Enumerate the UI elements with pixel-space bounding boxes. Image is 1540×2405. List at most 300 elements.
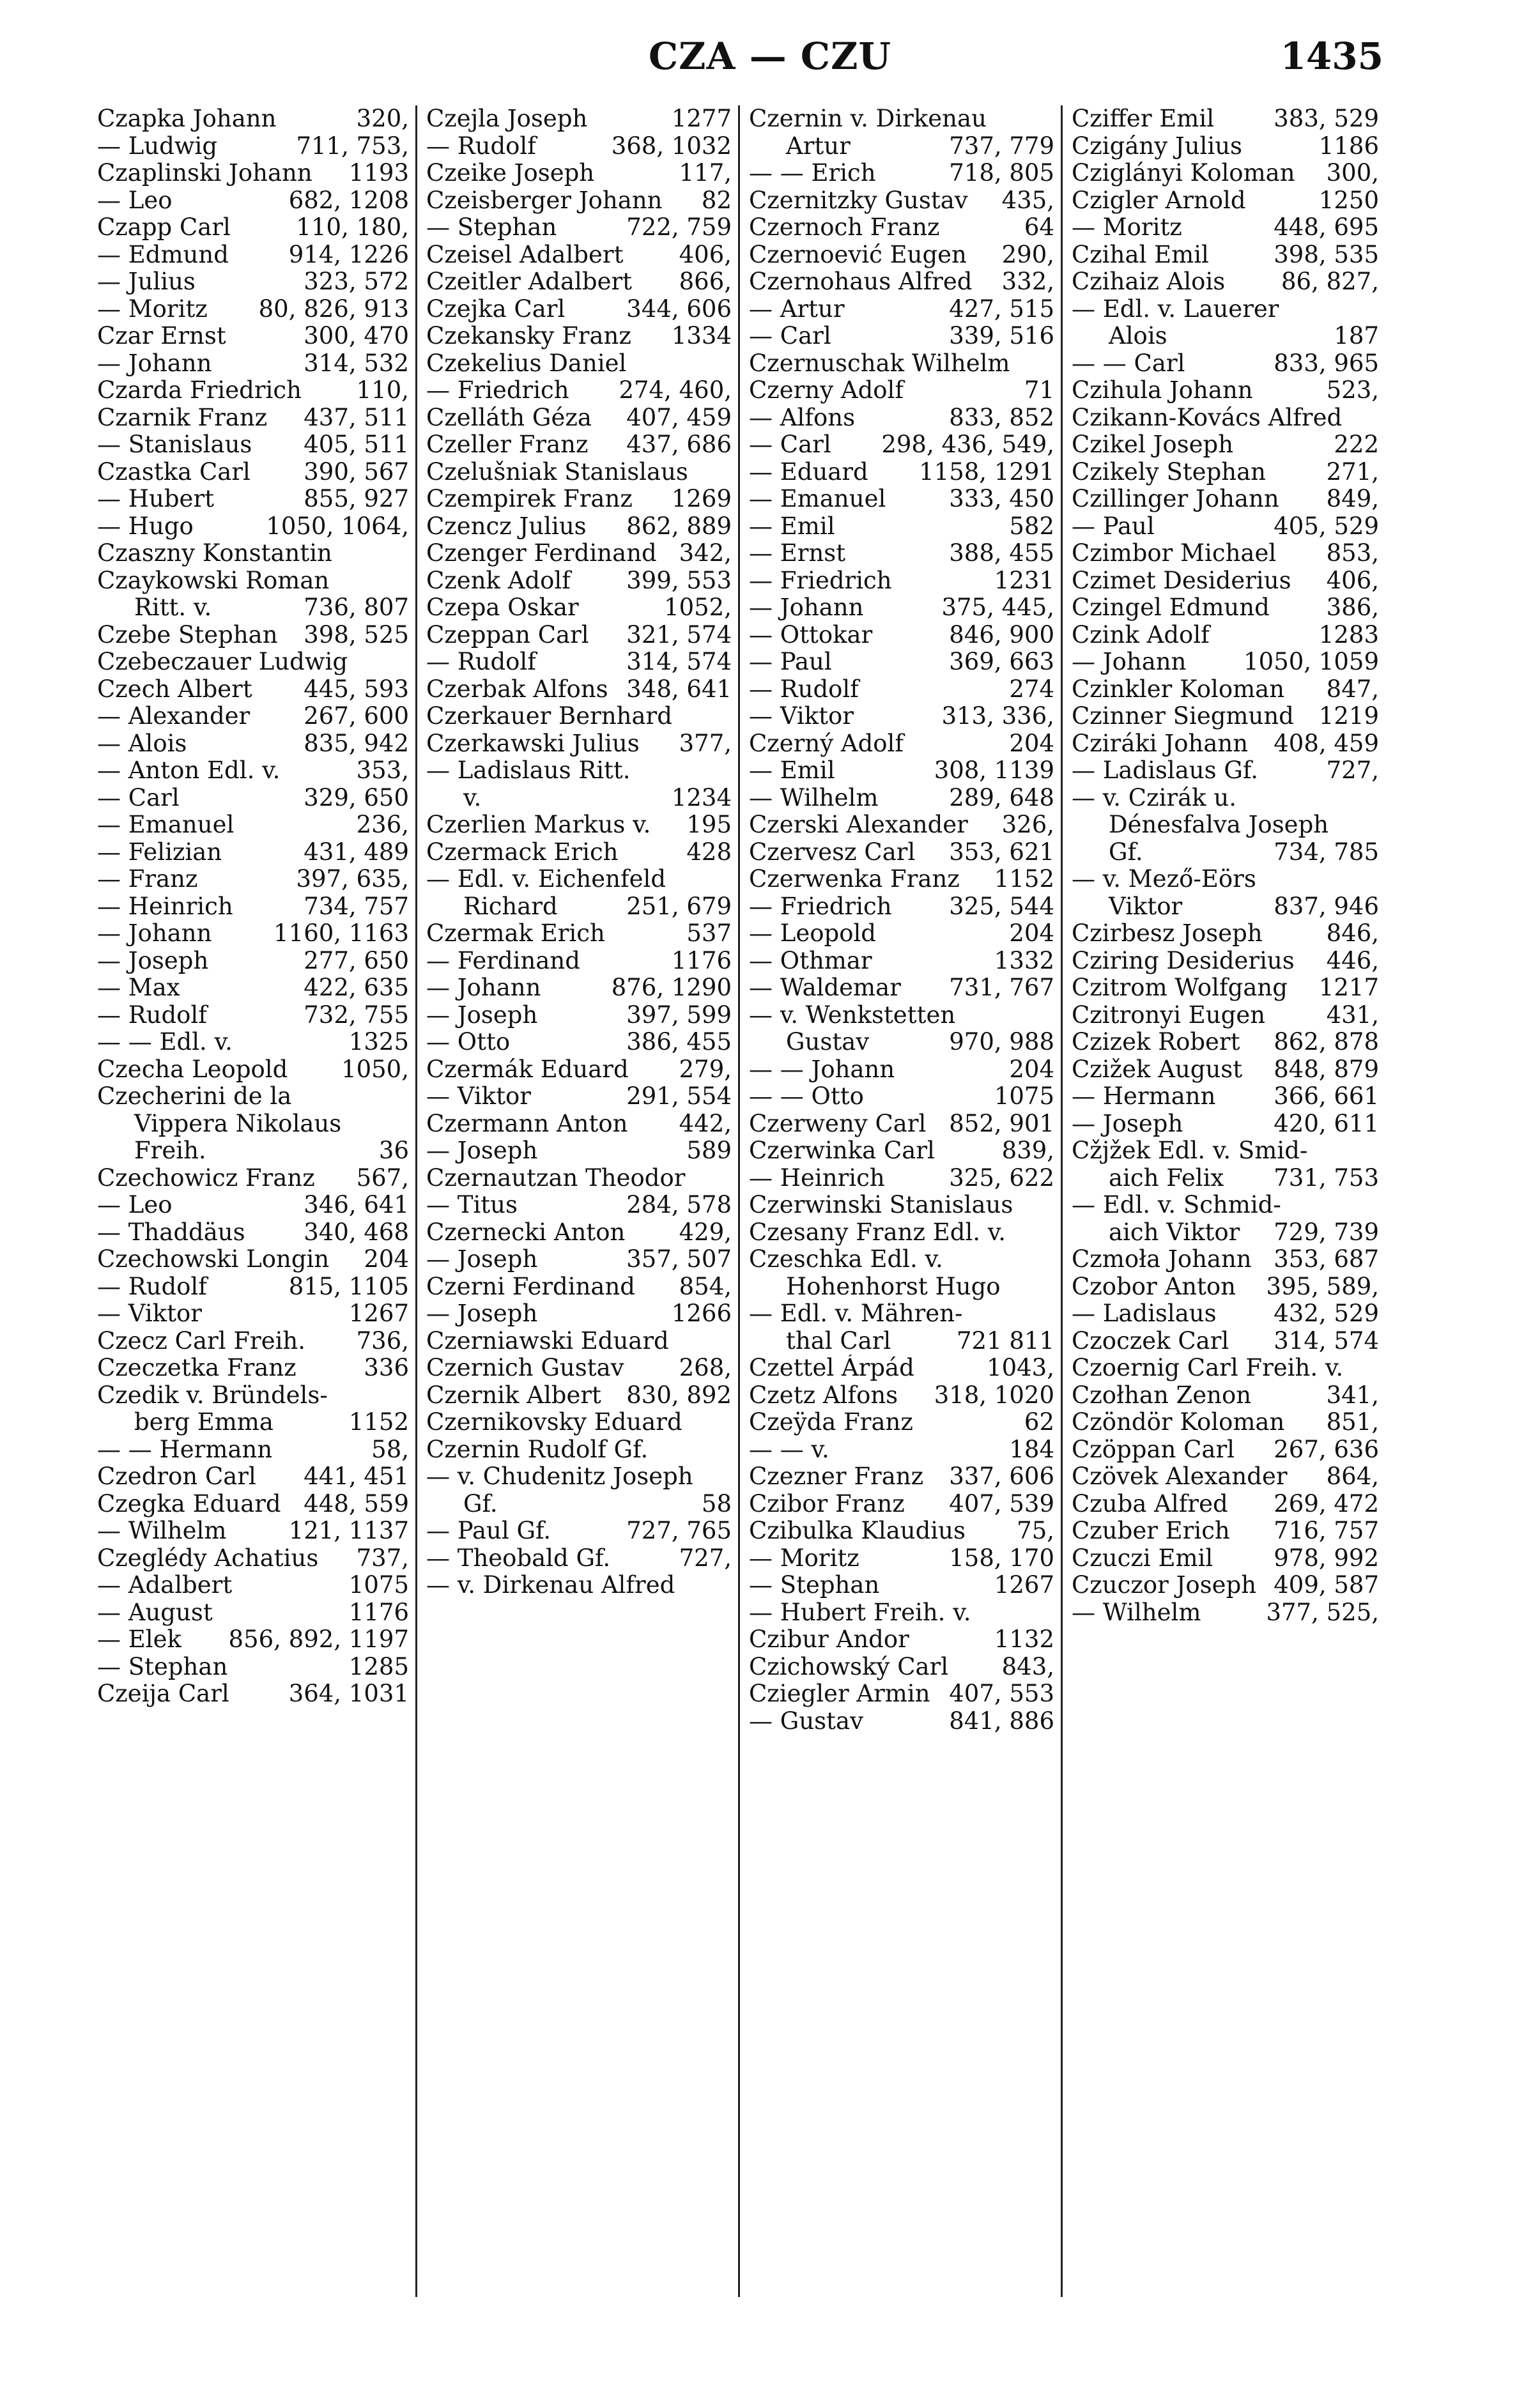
entry-page-refs: 1283 [1315, 622, 1379, 649]
entry-name: Czibur Andor [749, 1626, 909, 1653]
entry-name: — Otto [426, 1029, 511, 1056]
entry-name: Czerny Adolf [749, 377, 904, 404]
directory-entry [1072, 567, 1379, 595]
entry-page-refs: 721 811 [953, 1328, 1054, 1355]
directory-entry [426, 404, 732, 432]
entry-page-refs: 855, 927 [300, 486, 409, 513]
entry-name: Czedron Carl [97, 1463, 256, 1490]
entry-name: Czeÿda Franz [749, 1409, 913, 1436]
entry-name: Czapp Carl [97, 214, 231, 241]
directory-entry [426, 893, 732, 921]
directory-entry [97, 187, 409, 215]
entry-page-refs: 737, 779 [945, 133, 1054, 160]
directory-entry [1072, 1572, 1379, 1599]
directory-entry [97, 1463, 409, 1491]
entry-page-refs: 390, 567 [300, 459, 409, 486]
entry-name: — Joseph [426, 1300, 538, 1327]
entry-page-refs: 277, 650 [300, 948, 409, 975]
entry-page-refs: 346, 641 [300, 1192, 409, 1219]
entry-page-refs: 711, 753, [292, 133, 409, 160]
directory-entry [749, 105, 1054, 133]
entry-name: Czekansky Franz [426, 323, 631, 350]
entry-name: Czerwenka Franz [749, 866, 960, 893]
entry-page-refs: 852, 901 [945, 1110, 1054, 1138]
entry-page-refs: 431, 489 [300, 839, 409, 866]
entry-name: — Carl [749, 323, 831, 350]
directory-entry [1072, 1056, 1379, 1084]
directory-entry [426, 1436, 732, 1464]
entry-page-refs: 321, 574 [622, 622, 732, 649]
directory-entry [97, 1300, 409, 1328]
entry-name: — Leo [97, 1192, 173, 1218]
entry-page-refs: 716, 757 [1270, 1518, 1379, 1545]
entry-page-refs: 395, 589, [1262, 1273, 1379, 1301]
directory-entry [1072, 160, 1379, 187]
entry-name: Czecherini de la [97, 1083, 292, 1110]
entry-name: Czuczi Emil [1072, 1544, 1213, 1572]
entry-page-refs: 377, [675, 730, 732, 758]
entry-page-refs: 1219 [1315, 703, 1379, 730]
entry-name: Czecz Carl Freih. [97, 1327, 306, 1355]
directory-entry [749, 431, 1054, 459]
column-2 [417, 105, 740, 2297]
entry-page-refs: 567, [353, 1165, 409, 1192]
entry-name: Czeschka Edl. v. [749, 1246, 943, 1273]
entry-name: Czihula Johann [1072, 377, 1253, 404]
entry-name: — Viktor [97, 1300, 202, 1327]
entry-name: Czebeczauer Ludwig [97, 649, 348, 675]
entry-name: Czernin Rudolf Gf. [426, 1436, 649, 1463]
entry-name: — Hugo [97, 512, 194, 540]
entry-name: Czimbor Michael [1072, 540, 1277, 567]
directory-entry [426, 459, 732, 486]
directory-entry [426, 1165, 732, 1192]
entry-page-refs: 1176 [345, 1599, 409, 1627]
directory-entry [426, 1056, 732, 1084]
directory-entry [749, 811, 1054, 839]
entry-page-refs: 342, [675, 540, 732, 567]
directory-entry [97, 105, 409, 133]
directory-entry [97, 459, 409, 486]
entry-name: Czermann Anton [426, 1110, 628, 1137]
entry-page-refs: 437, 686 [622, 431, 732, 459]
entry-page-refs: 267, 636 [1270, 1436, 1379, 1464]
directory-entry [749, 893, 1054, 921]
column-3 [740, 105, 1063, 2297]
directory-entry [97, 1328, 409, 1355]
entry-name: — Heinrich [749, 1164, 885, 1192]
entry-name: Czernautzan Theodor [426, 1164, 686, 1192]
directory-entry [426, 730, 732, 758]
directory-entry [97, 948, 409, 975]
entry-page-refs: 398, 535 [1270, 242, 1379, 269]
entry-name: Czillinger Johann [1072, 486, 1279, 512]
entry-page-refs: 386, [1323, 594, 1379, 622]
entry-name: — Joseph [426, 1001, 538, 1029]
entry-name: — — Johann [749, 1056, 895, 1083]
entry-page-refs: 284, 578 [622, 1192, 732, 1219]
entry-page-refs: 448, 695 [1270, 214, 1379, 242]
entry-page-refs: 431, [1323, 1002, 1379, 1029]
entry-page-refs: 734, 757 [300, 893, 409, 921]
page-number: 1435 [1280, 35, 1383, 78]
entry-page-refs: 82 [698, 187, 732, 215]
entry-page-refs: 1050, 1059 [1240, 649, 1379, 676]
entry-page-refs: 1152 [990, 866, 1054, 893]
directory-entry [1072, 350, 1379, 378]
directory-entry [749, 839, 1054, 866]
entry-name: — Joseph [97, 947, 209, 974]
entry-page-refs: 325, 544 [945, 893, 1054, 921]
entry-page-refs: 851, [1323, 1409, 1379, 1436]
entry-page-refs: 204 [1005, 920, 1054, 948]
entry-page-refs: 408, 459 [1270, 730, 1379, 758]
directory-entry [426, 1083, 732, 1110]
directory-entry [97, 1355, 409, 1382]
directory-entry [1072, 242, 1379, 269]
entry-name: — Ladislaus Ritt. [426, 757, 631, 784]
entry-name: — Ferdinand [426, 947, 580, 974]
entry-name: Cziring Desiderius [1072, 947, 1295, 974]
entry-page-refs: 274, 460, [615, 377, 732, 404]
entry-page-refs: 1231 [990, 567, 1054, 595]
entry-name: Czempirek Franz [426, 486, 633, 512]
directory-entry [426, 649, 732, 676]
entry-page-refs: 736, [353, 1328, 409, 1355]
entry-name: Czitronyi Eugen [1072, 1001, 1266, 1029]
entry-name: Czekelius Daniel [426, 350, 627, 377]
entry-page-refs: 1050, 1064, [262, 513, 409, 541]
entry-name: Czigány Julius [1072, 132, 1243, 160]
entry-name: Czerlien Markus v. [426, 811, 651, 838]
entry-page-refs: 405, 511 [300, 431, 409, 459]
directory-entry [426, 839, 732, 866]
entry-name: — v. Czirák u. [1072, 784, 1236, 811]
directory-entry [749, 486, 1054, 513]
entry-page-refs: 274 [1005, 676, 1054, 703]
entry-name: Czöndör Koloman [1072, 1409, 1285, 1436]
entry-page-refs: 290, [998, 242, 1054, 269]
directory-entry [97, 893, 409, 921]
entry-name: — Adalbert [97, 1572, 233, 1599]
entry-name: — Wilhelm [749, 784, 879, 811]
entry-name: Czikel Joseph [1072, 431, 1234, 458]
directory-entry [749, 676, 1054, 703]
entry-page-refs: 366, 661 [1270, 1083, 1379, 1110]
directory-entry [749, 377, 1054, 404]
entry-name: Czernuschak Wilhelm [749, 350, 1010, 377]
index-columns [95, 105, 1387, 2297]
entry-page-refs: 422, 635 [300, 974, 409, 1002]
directory-entry [97, 404, 409, 432]
entry-name: aich Viktor [1109, 1218, 1240, 1246]
entry-page-refs: 325, 622 [945, 1165, 1054, 1192]
entry-page-refs: 397, 635, [292, 866, 409, 893]
entry-name: aich Felix [1109, 1164, 1224, 1192]
directory-entry [749, 1518, 1054, 1545]
directory-entry [97, 920, 409, 948]
directory-entry [749, 1382, 1054, 1410]
entry-name: Czibulka Klaudius [749, 1518, 966, 1544]
directory-entry [97, 757, 409, 785]
entry-page-refs: 843, [998, 1654, 1054, 1681]
entry-page-refs: 75, [1013, 1518, 1054, 1545]
directory-entry [749, 1056, 1054, 1084]
directory-entry [749, 1246, 1054, 1273]
entry-name: Czibor Franz [749, 1490, 905, 1518]
directory-entry [749, 187, 1054, 215]
directory-entry [749, 1654, 1054, 1681]
entry-page-refs: 1332 [990, 948, 1054, 975]
entry-name: Cžjžek Edl. v. Smid- [1072, 1137, 1308, 1164]
directory-entry [97, 1110, 409, 1138]
entry-page-refs: 727, [1323, 757, 1379, 785]
entry-page-refs: 442, [675, 1110, 732, 1138]
entry-name: — August [97, 1599, 213, 1626]
entry-name: Czeppan Carl [426, 621, 589, 649]
directory-entry [749, 785, 1054, 812]
entry-page-refs: 348, 641 [622, 676, 732, 703]
entry-page-refs: 318, 1020 [930, 1382, 1054, 1410]
entry-name: Hohenhorst Hugo [786, 1273, 1001, 1300]
directory-entry [749, 866, 1054, 893]
directory-entry [1072, 486, 1379, 513]
entry-name: — Paul [749, 649, 832, 675]
entry-page-refs: 267, 600 [300, 703, 409, 730]
directory-entry [97, 214, 409, 242]
entry-page-refs: 914, 1226 [285, 242, 409, 269]
entry-name: — Johann [97, 350, 212, 377]
directory-entry [426, 1572, 732, 1599]
entry-page-refs: 204 [1005, 730, 1054, 758]
entry-page-refs: 36 [375, 1137, 409, 1165]
entry-name: Viktor [1109, 893, 1183, 920]
entry-page-refs: 279, [675, 1056, 732, 1084]
directory-entry [97, 703, 409, 730]
entry-name: — Franz [97, 866, 198, 893]
entry-name: Czeglédy Achatius [97, 1544, 319, 1572]
entry-name: Vippera Nikolaus [134, 1110, 342, 1137]
page-header [0, 35, 1540, 86]
directory-entry [426, 1192, 732, 1219]
directory-entry [1072, 948, 1379, 975]
directory-entry [1072, 1165, 1379, 1192]
entry-page-refs: 364, 1031 [285, 1680, 409, 1708]
directory-entry [97, 1654, 409, 1681]
directory-entry [1072, 1110, 1379, 1138]
entry-page-refs: 313, 336, [937, 703, 1054, 730]
entry-name: — Ludwig [97, 132, 218, 160]
entry-page-refs: 320, [353, 105, 409, 133]
entry-name: Czerkawski Julius [426, 730, 640, 757]
entry-page-refs: 86, 827, [1277, 268, 1379, 296]
directory-entry [97, 622, 409, 649]
entry-name: Czikann-Kovács Alfred [1072, 404, 1343, 431]
entry-name: Czermak Erich [426, 920, 605, 947]
directory-entry [426, 540, 732, 567]
directory-entry [426, 105, 732, 133]
directory-entry [426, 676, 732, 703]
entry-page-refs: 1132 [990, 1626, 1054, 1654]
directory-entry [97, 730, 409, 758]
entry-page-refs: 582 [1005, 513, 1054, 541]
entry-page-refs: 406, [1323, 567, 1379, 595]
entry-name: Czelušniak Stanislaus [426, 458, 688, 486]
entry-name: — Friedrich [749, 567, 892, 594]
entry-name: Cziffer Emil [1072, 105, 1215, 132]
entry-name: — — Edl. v. [97, 1029, 233, 1056]
entry-name: Cziglányi Koloman [1072, 160, 1295, 187]
directory-entry [97, 811, 409, 839]
entry-page-refs: 736, 807 [300, 594, 409, 622]
entry-name: — Stephan [97, 1653, 228, 1680]
directory-entry [1072, 105, 1379, 133]
directory-entry [426, 160, 732, 187]
entry-name: — Moritz [1072, 214, 1182, 241]
entry-name: — — Erich [749, 160, 876, 187]
entry-page-refs: 377, 525, [1262, 1599, 1379, 1627]
entry-page-refs: 1158, 1291 [915, 459, 1054, 486]
entry-page-refs: 853, [1323, 540, 1379, 567]
entry-page-refs: 383, 529 [1270, 105, 1379, 133]
entry-page-refs: 386, 455 [622, 1029, 732, 1056]
directory-entry [1072, 540, 1379, 567]
entry-name: Cziegler Armin [749, 1680, 930, 1707]
entry-page-refs: 833, 852 [945, 404, 1054, 432]
entry-name: Czitrom Wolfgang [1072, 974, 1288, 1001]
entry-name: — Paul Gf. [426, 1518, 551, 1544]
directory-entry [1072, 323, 1379, 350]
directory-entry [426, 296, 732, 323]
directory-entry [1072, 811, 1379, 839]
directory-entry [749, 1300, 1054, 1328]
entry-page-refs: 336 [360, 1355, 409, 1382]
entry-name: Czerwinski Stanislaus [749, 1192, 1013, 1218]
directory-entry [1072, 377, 1379, 404]
entry-page-refs: 407, 459 [622, 404, 732, 432]
entry-page-refs: 409, 587 [1270, 1572, 1379, 1599]
directory-entry [97, 1491, 409, 1518]
directory-entry [1072, 187, 1379, 215]
entry-page-refs: 314, 574 [1270, 1328, 1379, 1355]
entry-name: Czeija Carl [97, 1680, 229, 1707]
entry-page-refs: 862, 889 [622, 513, 732, 541]
entry-name: — Theobald Gf. [426, 1544, 611, 1572]
entry-name: — — Hermann [97, 1436, 273, 1463]
directory-entry [749, 1083, 1054, 1110]
entry-name: Czoczek Carl [1072, 1327, 1229, 1355]
entry-page-refs: 1285 [345, 1654, 409, 1681]
directory-entry [97, 1680, 409, 1708]
entry-name: — v. Mező-Eörs [1072, 866, 1256, 893]
directory-entry [1072, 1545, 1379, 1572]
directory-entry [426, 377, 732, 404]
entry-page-refs: 353, 687 [1270, 1246, 1379, 1273]
directory-entry [97, 1273, 409, 1301]
entry-page-refs: 353, [353, 757, 409, 785]
entry-page-refs: 110, 180, [292, 214, 409, 242]
directory-entry [426, 1355, 732, 1382]
directory-entry [1072, 757, 1379, 785]
directory-entry [426, 811, 732, 839]
entry-name: — Edmund [97, 241, 229, 268]
directory-entry [97, 323, 409, 350]
directory-entry [1072, 459, 1379, 486]
entry-name: — Hubert Freih. v. [749, 1599, 971, 1626]
directory-entry [1072, 1382, 1379, 1410]
directory-entry [426, 1219, 732, 1247]
entry-page-refs: 1250 [1315, 187, 1379, 215]
entry-page-refs: 406, [675, 242, 732, 269]
directory-entry [426, 703, 732, 730]
entry-page-refs: 271, [1323, 459, 1379, 486]
directory-entry [426, 1273, 732, 1301]
entry-page-refs: 441, 451 [300, 1463, 409, 1491]
entry-page-refs: 369, 663 [945, 649, 1054, 676]
directory-entry [97, 974, 409, 1002]
entry-page-refs: 848, 879 [1270, 1056, 1379, 1084]
directory-entry [426, 622, 732, 649]
entry-name: Czerbak Alfons [426, 675, 608, 703]
directory-entry [97, 1029, 409, 1056]
directory-entry [1072, 1246, 1379, 1273]
entry-page-refs: 1269 [668, 486, 732, 513]
directory-entry [749, 214, 1054, 242]
entry-name: — Eduard [749, 458, 868, 486]
directory-entry [749, 730, 1054, 758]
directory-entry [749, 1273, 1054, 1301]
entry-page-refs: 1267 [990, 1572, 1054, 1599]
directory-entry [97, 513, 409, 541]
entry-name: — Stanislaus [97, 431, 252, 458]
directory-entry [1072, 1518, 1379, 1545]
entry-page-refs: 353, 621 [945, 839, 1054, 866]
entry-page-refs: 187 [1330, 323, 1379, 350]
entry-name: — Gustav [749, 1707, 863, 1735]
directory-entry [97, 1083, 409, 1110]
entry-name: — Edl. v. Mähren- [749, 1300, 963, 1327]
entry-name: — Leopold [749, 920, 876, 947]
entry-page-refs: 589 [682, 1137, 732, 1165]
directory-entry [97, 866, 409, 893]
entry-page-refs: 195 [682, 811, 732, 839]
directory-entry [749, 540, 1054, 567]
entry-page-refs: 1266 [668, 1300, 732, 1328]
entry-name: Czezner Franz [749, 1463, 924, 1490]
directory-entry [749, 1626, 1054, 1654]
entry-name: Czebe Stephan [97, 621, 278, 649]
directory-entry [426, 567, 732, 595]
entry-name: Czuba Alfred [1072, 1490, 1228, 1518]
entry-name: — Viktor [426, 1083, 531, 1110]
entry-page-refs: 435, [998, 187, 1054, 215]
directory-entry [1072, 1083, 1379, 1110]
entry-name: — v. Wenkstetten [749, 1001, 956, 1029]
directory-entry [749, 757, 1054, 785]
entry-page-refs: 1176 [668, 948, 732, 975]
entry-page-refs: 300, 470 [300, 323, 409, 350]
entry-name: — Felizian [97, 838, 222, 866]
entry-name: — Edl. v. Lauerer [1072, 295, 1279, 323]
directory-entry [749, 1680, 1054, 1708]
entry-name: Czejka Carl [426, 295, 566, 323]
entry-name: berg Emma [134, 1409, 273, 1436]
entry-name: — Johann [426, 974, 541, 1001]
entry-page-refs: 446, [1323, 948, 1379, 975]
entry-name: Czizek Robert [1072, 1029, 1240, 1056]
entry-name: — Max [97, 974, 180, 1001]
entry-name: Czoernig Carl Freih. v. [1072, 1355, 1344, 1381]
